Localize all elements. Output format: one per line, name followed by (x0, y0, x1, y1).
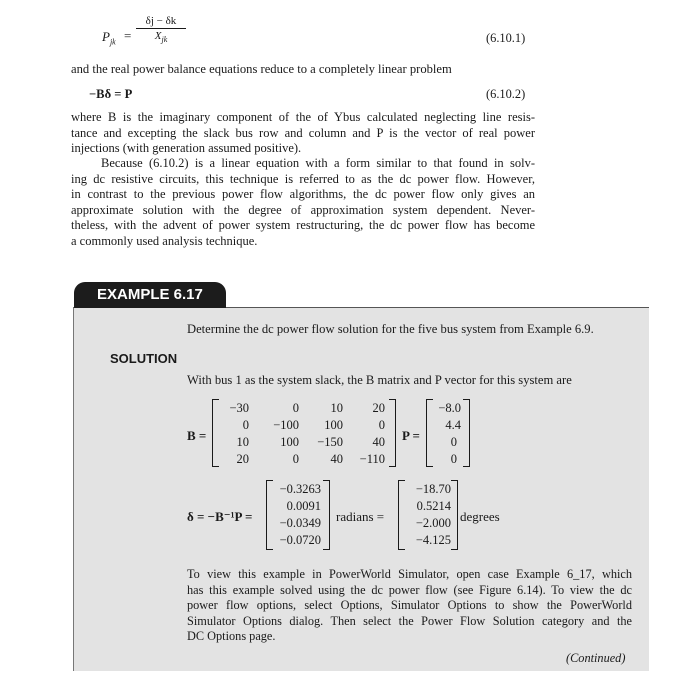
eq-fraction (136, 15, 186, 44)
para-intro: and the real power balance equations reduce to a completely linear problem (71, 62, 452, 76)
solution-intro: With bus 1 as the system slack, the B matrix and P vector for this system are (187, 373, 572, 387)
delta-deg-cell: −2.000 (415, 516, 451, 530)
p-cell: 0 (450, 435, 457, 449)
b-cell: 40 (372, 435, 385, 449)
para-line: Simulator Options dialog. Then select the Power Flow Solution category and the (187, 613, 632, 628)
equation-6-10-2: −Bδ = P (89, 87, 133, 101)
delta-deg-cell: −18.70 (415, 482, 451, 496)
b-cell: 20 (372, 401, 385, 415)
continued-label: (Continued) (566, 651, 626, 665)
b-cell: −30 (229, 401, 249, 415)
delta-degrees-vector (398, 480, 458, 550)
eq-equals: = (124, 28, 132, 43)
delta-deg-cell: −4.125 (415, 533, 451, 547)
eq-number-6-10-2: (6.10.2) (486, 87, 526, 101)
para-line: power flow options, select Options, Simulator Options to show the PowerWorld (187, 598, 632, 612)
b-cell: 10 (330, 401, 343, 415)
b-cell: 0 (378, 418, 385, 432)
p-cell: 0 (450, 452, 457, 466)
para-because (71, 156, 535, 249)
para-line: tance and excepting the slack bus row and column and P is the vector of real power (71, 125, 535, 140)
para-line: approximate solution with the degree of approximation system dependent. Never- (71, 202, 535, 217)
b-cell: 100 (280, 435, 299, 449)
b-cell: 100 (324, 418, 343, 432)
delta-rad-cell: −0.0720 (279, 533, 321, 547)
solution-label: SOLUTION (110, 351, 178, 366)
b-cell: 0 (292, 452, 299, 466)
example-problem: Determine the dc power flow solution for the five bus system from Example 6.9. (187, 322, 594, 336)
b-cell: −100 (273, 418, 299, 432)
degrees-label: degrees (460, 509, 500, 524)
para-line: To view this example in PowerWorld Simulator, open case Example 6_17, which (187, 567, 632, 581)
b-cell: −110 (359, 452, 385, 466)
p-vector (426, 399, 470, 467)
para-line: has this example solved using the dc power flow (see Figure 6.14). To view the dc (187, 582, 632, 597)
b-cell: 0 (242, 418, 249, 432)
para-line: where B is the imaginary component of the of Ybus calculated neglecting line resis- (71, 110, 535, 124)
b-cell: 10 (236, 435, 249, 449)
para-line: ing dc resistive circuits, this technique is referred to as the dc power flow. However, (71, 171, 535, 186)
delta-rad-cell: 0.0091 (286, 499, 321, 513)
b-cell: −150 (317, 435, 343, 449)
powerworld-paragraph (187, 567, 632, 645)
eq-denominator: $X_{jk}$ (154, 30, 168, 45)
b-cell: 40 (330, 452, 343, 466)
p-cell: 4.4 (445, 418, 461, 432)
p-cell: −8.0 (438, 401, 461, 415)
b-cell: 20 (236, 452, 249, 466)
para-line: theless, with the advent of power system restructuring, the dc power flow has become (71, 218, 535, 232)
eq-number-6-10-1: (6.10.1) (486, 31, 526, 45)
radians-label: radians = (336, 509, 385, 524)
para-where (71, 110, 535, 157)
eq-numerator: δj − δk (136, 15, 186, 29)
b-matrix (212, 399, 396, 467)
para-line: in contrast to the previous power flow algorithms, the dc power flow only gives an (71, 187, 535, 201)
para-line: Because (6.10.2) is a linear equation with a form similar to that found in solv- (101, 156, 535, 170)
delta-deg-cell: 0.5214 (416, 499, 451, 513)
para-line: a commonly used analysis technique. (71, 233, 258, 248)
example-header: EXAMPLE 6.17 (74, 282, 226, 308)
p-label: P = (402, 428, 420, 443)
delta-label: δ = −B⁻¹P = (187, 509, 253, 524)
para-line: DC Options page. (187, 629, 276, 643)
delta-radians-vector (266, 480, 330, 550)
b-label: B = (187, 428, 207, 443)
b-cell: 0 (292, 401, 299, 415)
para-line: injections (with generation assumed positive). (71, 141, 302, 155)
delta-rad-cell: −0.3263 (279, 482, 321, 496)
eq-lhs: $P_{jk}$ (102, 29, 116, 47)
delta-rad-cell: −0.0349 (279, 516, 321, 530)
